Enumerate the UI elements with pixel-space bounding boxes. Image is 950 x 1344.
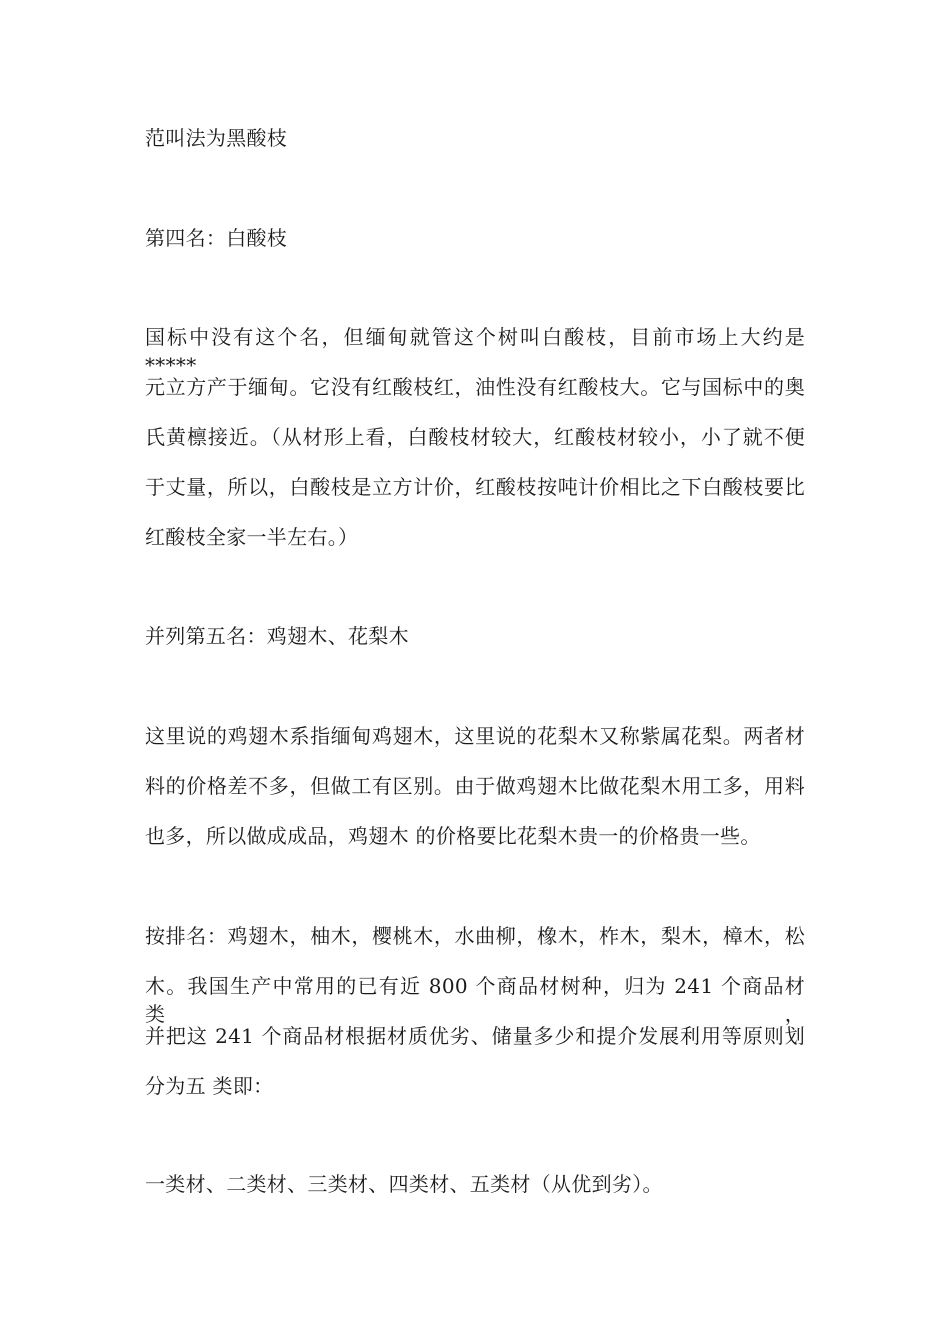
paragraph-line: 于丈量，所以，白酸枝是立方计价，红酸枝按吨计价相比之下白酸枝要比 (145, 475, 805, 499)
paragraph-line: 木。我国生产中常用的已有近 800 个商品材树种，归为 241 个商品材类， (145, 974, 805, 1026)
section-heading: 第四名：白酸枝 (145, 226, 288, 250)
section-heading: 并列第五名：鸡翅木、花梨木 (145, 624, 409, 648)
paragraph-line: 氏黄檩接近。（从材形上看，白酸枝材较大，红酸枝材较小，小了就不便 (145, 425, 805, 449)
text-line: 范叫法为黑酸枝 (145, 126, 288, 150)
paragraph-line: 一类材、二类材、三类材、四类材、五类材（从优到劣）。 (145, 1172, 663, 1196)
paragraph-line: 料的价格差不多，但做工有区别。由于做鸡翅木比做花梨木用工多，用料 (145, 774, 805, 798)
paragraph-line: 国标中没有这个名，但缅甸就管这个树叫白酸枝，目前市场上大约是***** (145, 325, 805, 377)
paragraph-line: 并把这 241 个商品材根据材质优劣、储量多少和提介发展利用等原则划 (145, 1024, 805, 1048)
paragraph-line: 分为五 类即： (145, 1074, 274, 1098)
paragraph-line: 这里说的鸡翅木系指缅甸鸡翅木，这里说的花梨木又称紫属花梨。两者材 (145, 724, 805, 748)
paragraph-line: 元立方产于缅甸。它没有红酸枝红，油性没有红酸枝大。它与国标中的奥 (145, 375, 805, 399)
paragraph-line: 红酸枝全家一半左右。） (145, 525, 359, 549)
paragraph-line: 按排名：鸡翅木，柚木，樱桃木，水曲柳，橡木，柞木，梨木，樟木，松 (145, 924, 805, 948)
paragraph-line: 也多，所以做成成品，鸡翅木 的价格要比花梨木贵一的价格贵一些。 (145, 824, 761, 848)
